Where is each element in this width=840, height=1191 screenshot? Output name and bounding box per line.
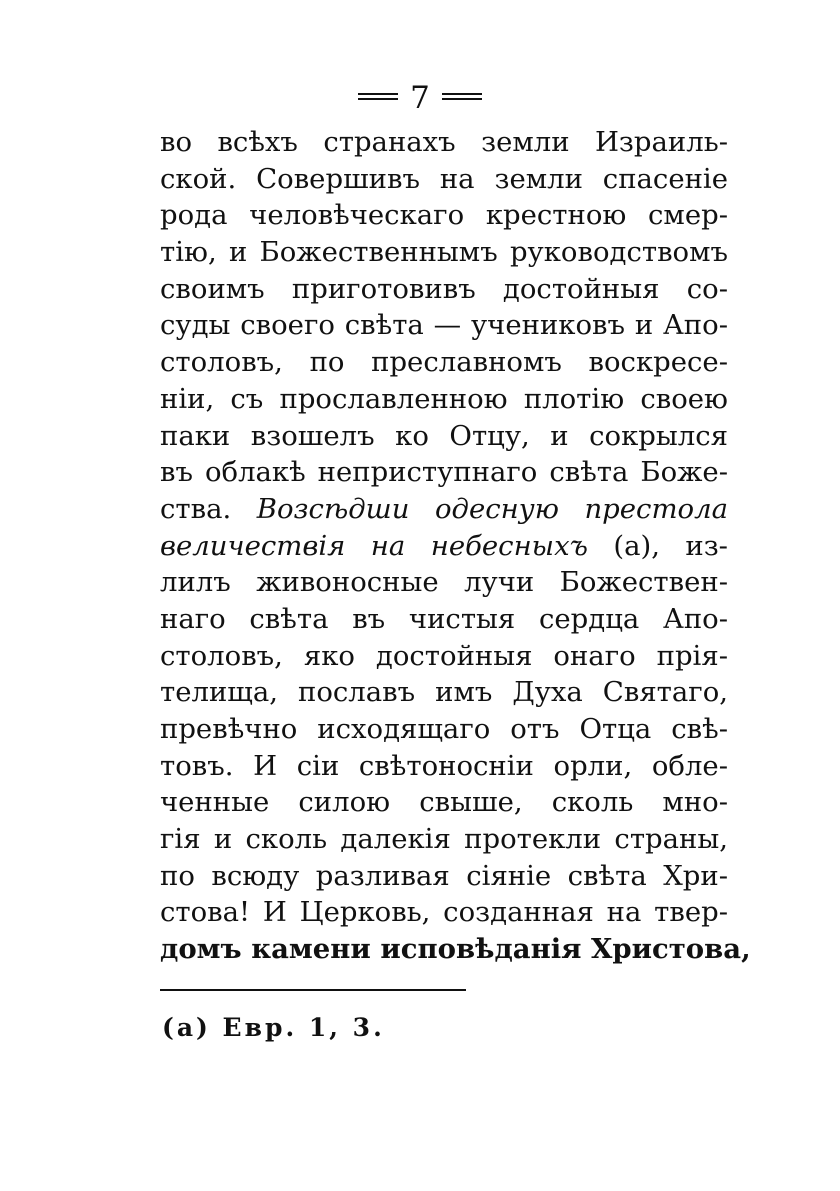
- header-rule-right: [442, 93, 482, 100]
- text-line: своимъ приготовивъ достойныя со-: [160, 272, 728, 305]
- text-line: ніи, съ прославленною плотію своею: [160, 382, 728, 415]
- text-line: по всюду разливая сіяніе свѣта Хри-: [160, 859, 728, 892]
- text-line-mixed: [160, 528, 728, 565]
- text-line: рода человѣческаго крестною смер-: [160, 199, 728, 232]
- text-line: превѣчно исходящаго отъ Отца свѣ-: [160, 713, 728, 745]
- text-line: паки взошелъ ко Отцу, и сокрылся: [160, 419, 728, 452]
- header-rule-left: [358, 93, 398, 100]
- text-line: лилъ живоносные лучи Божествен-: [160, 566, 728, 599]
- text-line: наго свѣта въ чистыя сердца Апо-: [160, 602, 728, 635]
- text-line: гія и сколь далекія протекли страны,: [160, 823, 728, 856]
- text-line: во всѣхъ странахъ земли Израиль-: [160, 126, 728, 158]
- text-line-mixed: [160, 491, 728, 528]
- text-line: домъ камени исповѣданія Христова,: [160, 933, 751, 966]
- text-line: стова! И Церковь, созданная на твер-: [160, 896, 728, 929]
- text-segment: ства.: [160, 492, 232, 525]
- italic-quotation: величествія на небесныхъ: [160, 529, 588, 562]
- text-line: ской. Совершивъ на земли спасеніе: [160, 162, 728, 195]
- text-line: телища, пославъ имъ Духа Святаго,: [160, 676, 728, 709]
- page-number: 7: [410, 80, 430, 116]
- page-header: [0, 78, 840, 118]
- footnote: (а) Евр. 1, 3.: [162, 1013, 385, 1042]
- text-line: въ облакѣ неприступнаго свѣта Боже-: [160, 456, 728, 489]
- footnote-reference: (а), из-: [613, 529, 728, 562]
- text-line: товъ. И сіи свѣтоносніи орли, обле-: [160, 749, 728, 782]
- text-line: ченные силою свыше, сколь мно-: [160, 786, 728, 819]
- footnote-divider: [160, 989, 466, 991]
- italic-quotation: Возсѣдши одесную престола: [256, 492, 728, 525]
- text-line: столовъ, яко достойныя онаго прія-: [160, 639, 728, 672]
- body-text: [160, 124, 751, 968]
- text-line: суды своего свѣта — учениковъ и Апо-: [160, 309, 728, 342]
- text-line: тію, и Божественнымъ руководствомъ: [160, 236, 728, 269]
- text-line: столовъ, по преславномъ воскресе-: [160, 346, 728, 379]
